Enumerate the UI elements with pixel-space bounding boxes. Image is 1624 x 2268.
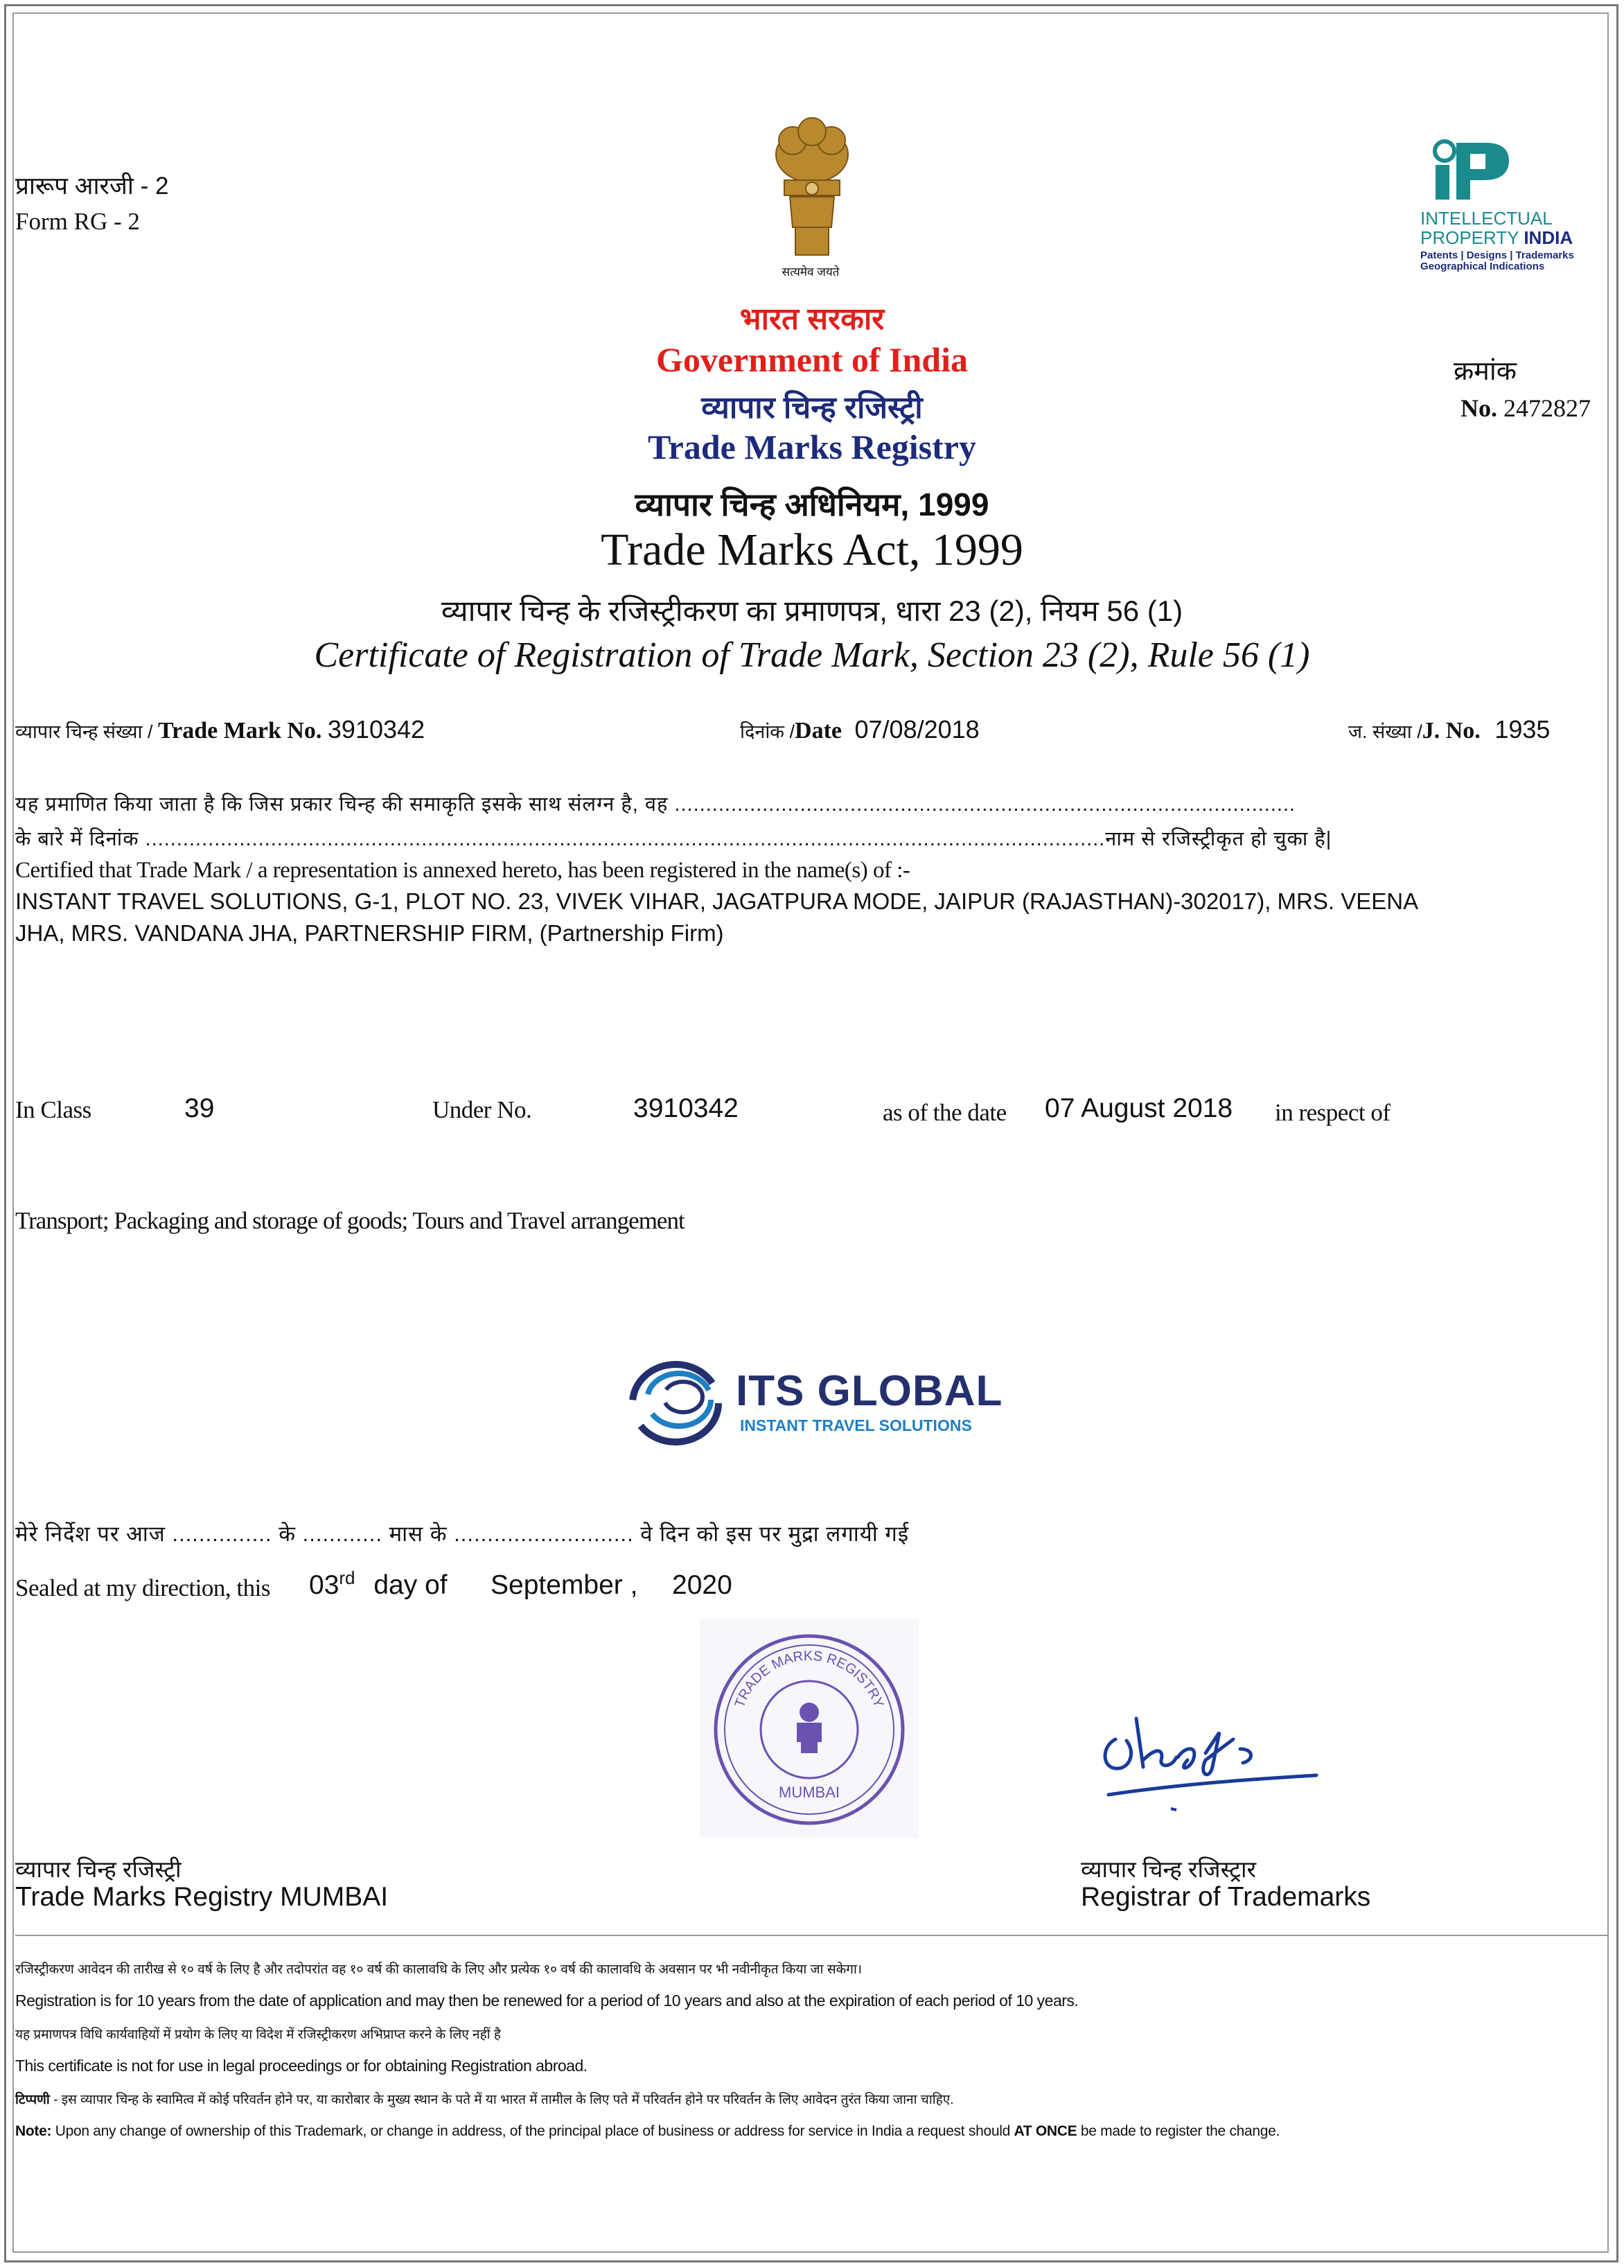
note-english-1: Registration is for 10 years from the date of application and may then be renewed for a period of 10 years and also at the expiration of each period of 10 years. [15,1992,1079,2010]
sealed-hindi: मेरे निर्देश पर आज ............... के ............ मास के ........................... वे दिन को इस पर मुद्रा लगायी गई [15,1522,910,1546]
registrar-signature [1095,1691,1344,1829]
in-respect-of-label: in respect of [1275,1099,1391,1126]
sealed-year: 2020 [672,1570,732,1600]
ip-india-logo [1406,136,1600,274]
date-label-hindi: दिनांक / [740,721,795,742]
act-title-hindi: व्यापार चिन्ह अधिनियम, 1999 [635,486,989,522]
seal-text-english: TRADE MARKS REGISTRY [732,1648,887,1710]
cert-title-english: Certificate of Registration of Trade Mark, Section 23 (2), Rule 56 (1) [314,635,1310,675]
j-label-hindi: ज. संख्या / [1348,721,1422,742]
registry-title-english: Trade Marks Registry [648,428,976,466]
body-hindi-line1: यह प्रमाणित किया जाता है कि जिस प्रकार चिन्ह की समाकृति इसके साथ संलग्न है, वह ................................................................................................... [15,793,1296,816]
mark-name: ITS GLOBAL [736,1367,1003,1415]
note-hindi-1: रजिस्ट्रीकरण आवेदन की तारीख से १० वर्ष के लिए है और तदोपरांत वह १० वर्ष की कालावधि के लिए और प्रत्येक १० वर्ष की कालावधि के अवसान पर भी नवीनीकृत किया जा सकेगा। [15,1962,863,1977]
note-english-3-post: be made to register the change. [1077,2123,1280,2139]
note-english-2: This certificate is not for use in legal proceedings or for obtaining Registration abroad. [15,2057,588,2075]
registrar-signature-icon [1095,1691,1344,1829]
mark-tagline: INSTANT TRAVEL SOLUTIONS [740,1416,972,1434]
tm-date: 07/08/2018 [854,715,980,744]
registry-seal [700,1619,919,1838]
emblem-motto: सत्यमेव जयते [782,265,840,279]
its-global-swirl-icon [624,1351,727,1455]
goods-services: Transport; Packaging and storage of goods; Tours and Travel arrangement [15,1207,685,1234]
gov-title-english: Government of India [656,340,968,379]
ip-logo-line1: INTELLECTUAL [1420,208,1553,229]
act-title-english: Trade Marks Act, 1999 [601,525,1023,575]
notes-divider [15,1935,1609,1936]
body-hindi-line2: के बारे में दिनांक .........................................................................................................................................................नाम से रजिस्ट्रीकृत हो चुका है| [15,828,1332,850]
certified-text: Certified that Trade Mark / a representation is annexed hereto, has been registered in the name(s) of :- [15,858,910,883]
class-value: 39 [184,1093,215,1123]
serial-value: 2472827 [1503,394,1591,422]
sealed-day-of: day of [373,1570,448,1600]
ip-logo-line4: Geographical Indications [1420,261,1545,272]
proprietor-line1: INSTANT TRAVEL SOLUTIONS, G-1, PLOT NO. 23, VIVEK VIHAR, JAGATPURA MODE, JAIPUR (RAJASTHAN)-302017), MRS. VEENA [15,888,1419,914]
as-of-date-value: 07 August 2018 [1045,1093,1233,1123]
registry-title-hindi: व्यापार चिन्ह रजिस्ट्री [701,391,923,425]
j-number: 1935 [1494,715,1551,744]
national-emblem-icon [757,116,867,283]
svg-text:TRADE MARKS REGISTRY [732,1649,887,1709]
tm-number: 3910342 [327,715,425,744]
footer-right-english: Registrar of Trademarks [1081,1882,1371,1912]
sealed-label: Sealed at my direction, this [15,1574,270,1601]
note-english-3-label: Note: [15,2123,52,2139]
note-hindi-3-label: टिप्पणी [15,2093,50,2107]
tm-label-hindi: व्यापार चिन्ह संख्या / [15,721,159,742]
serial-label-english: No. [1460,394,1497,422]
form-number-hindi: प्रारूप आरजी - 2 [15,173,169,200]
trademark-representation [624,1351,1012,1455]
gov-title-hindi: भारत सरकार [739,302,885,336]
ip-logo-line2a: PROPERTY [1420,227,1524,248]
note-english-3-pre: Upon any change of ownership of this Trademark, or change in address, of the principal place of business or address for service in India a request should [51,2123,1014,2139]
note-hindi-2: यह प्रमाणपत्र विधि कार्यवाहियों में प्रयोग के लिए या विदेश में रजिस्ट्रीकरण अभिप्राप्त करने के लिए नहीं है [15,2028,501,2042]
ip-india-logo-icon [1420,136,1517,202]
footer-left-hindi: व्यापार चिन्ह रजिस्ट्री [15,1856,182,1882]
in-class-label: In Class [15,1096,91,1123]
sealed-month: September , [491,1570,638,1600]
proprietor-line2: JHA, MRS. VANDANA JHA, PARTNERSHIP FIRM, (Partnership Firm) [15,920,724,946]
footer-right-hindi: व्यापार चिन्ह रजिस्ट्रार [1081,1856,1257,1882]
as-of-date-label: as of the date [883,1099,1007,1126]
ip-logo-line2b: INDIA [1524,227,1573,248]
j-label-english: J. No. [1422,718,1481,744]
tm-label-english: Trade Mark No. [158,718,322,744]
sealed-day: 03 [309,1570,339,1600]
under-no-value: 3910342 [633,1093,739,1123]
footer-left-english: Trade Marks Registry MUMBAI [15,1882,389,1912]
seal-city-english: MUMBAI [779,1784,840,1801]
note-hindi-3: - इस व्यापार चिन्ह के स्वामित्व में कोई परिवर्तन होने पर, या कारोबार के मुख्य स्थान के पते में या भारत में तामील के लिए पते में परिवर्तन होने पर परिवर्तन के लिए आवेदन तुरंत किया जाना चाहिए. [49,2093,954,2107]
sealed-day-suffix: rd [339,1567,355,1588]
registry-seal-icon [700,1619,919,1838]
date-label-english: Date [795,718,842,744]
serial-label-hindi: क्रमांक [1454,357,1517,386]
note-english-3-bold: AT ONCE [1014,2123,1077,2139]
cert-title-hindi: व्यापार चिन्ह के रजिस्ट्रीकरण का प्रमाणपत्र, धारा 23 (2), नियम 56 (1) [441,595,1183,627]
form-number-english: Form RG - 2 [15,208,140,235]
ip-logo-line3: Patents | Designs | Trademarks [1420,249,1574,261]
under-no-label: Under No. [432,1096,532,1123]
